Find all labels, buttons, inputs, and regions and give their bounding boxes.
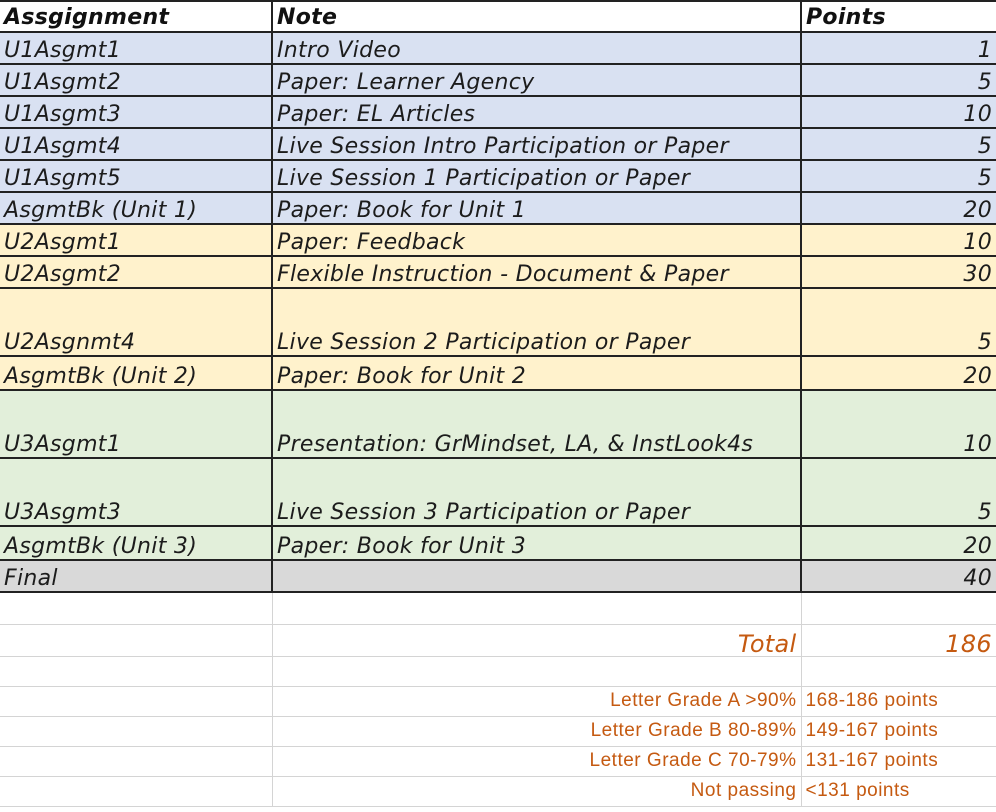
assignment-cell[interactable]: AsgmtBk (Unit 2)	[0, 356, 272, 390]
note-cell[interactable]: Live Session 1 Participation or Paper	[272, 160, 801, 192]
assignment-cell[interactable]: U1Asgmt2	[0, 64, 272, 96]
points-cell[interactable]: 5	[801, 128, 996, 160]
note-cell[interactable]: Flexible Instruction - Document & Paper	[272, 256, 801, 288]
table-row	[0, 96, 996, 128]
points-cell[interactable]: 5	[801, 64, 996, 96]
note-cell[interactable]	[272, 560, 801, 592]
header-row	[0, 1, 996, 32]
points-cell[interactable]: 20	[801, 192, 996, 224]
total-row	[0, 624, 996, 656]
header-assignment[interactable]: Assgignment	[0, 1, 272, 32]
grade-range[interactable]: <131 points	[801, 776, 996, 806]
empty-cell[interactable]	[0, 716, 272, 746]
empty-row	[0, 592, 996, 624]
note-cell[interactable]: Paper: Book for Unit 2	[272, 356, 801, 390]
table-row	[0, 192, 996, 224]
table-row	[0, 256, 996, 288]
note-cell[interactable]: Paper: Learner Agency	[272, 64, 801, 96]
table-row	[0, 224, 996, 256]
points-cell[interactable]: 10	[801, 224, 996, 256]
empty-cell[interactable]	[0, 656, 272, 686]
note-cell[interactable]: Live Session Intro Participation or Paper	[272, 128, 801, 160]
empty-cell[interactable]	[0, 624, 272, 656]
header-points[interactable]: Points	[801, 1, 996, 32]
empty-cell[interactable]	[0, 592, 272, 624]
assignment-cell[interactable]: U1Asgmt3	[0, 96, 272, 128]
points-cell[interactable]: 5	[801, 458, 996, 526]
total-value[interactable]: 186	[801, 624, 996, 656]
assignment-cell[interactable]: U3Asgmt3	[0, 458, 272, 526]
empty-cell[interactable]	[0, 686, 272, 716]
empty-cell[interactable]	[0, 776, 272, 806]
table-row	[0, 32, 996, 64]
note-cell[interactable]: Presentation: GrMindset, LA, & InstLook4s	[272, 390, 801, 458]
grade-range[interactable]: 131-167 points	[801, 746, 996, 776]
table-row	[0, 458, 996, 526]
grade-range[interactable]: 168-186 points	[801, 686, 996, 716]
table-row	[0, 390, 996, 458]
note-cell[interactable]: Live Session 2 Participation or Paper	[272, 288, 801, 356]
table-row	[0, 356, 996, 390]
points-cell[interactable]: 10	[801, 96, 996, 128]
points-cell[interactable]: 20	[801, 356, 996, 390]
table-row	[0, 526, 996, 560]
points-cell[interactable]: 1	[801, 32, 996, 64]
note-cell[interactable]: Paper: Book for Unit 3	[272, 526, 801, 560]
points-cell[interactable]: 5	[801, 288, 996, 356]
total-label[interactable]: Total	[272, 624, 801, 656]
assignment-cell[interactable]: U2Asgmt2	[0, 256, 272, 288]
assignment-cell[interactable]: Final	[0, 560, 272, 592]
assignment-cell[interactable]: U2Asgmt1	[0, 224, 272, 256]
grade-label[interactable]: Letter Grade C 70-79%	[272, 746, 801, 776]
assignment-cell[interactable]: AsgmtBk (Unit 3)	[0, 526, 272, 560]
table-row	[0, 128, 996, 160]
assignment-cell[interactable]: U3Asgmt1	[0, 390, 272, 458]
note-cell[interactable]: Paper: EL Articles	[272, 96, 801, 128]
assignment-cell[interactable]: AsgmtBk (Unit 1)	[0, 192, 272, 224]
empty-cell[interactable]	[0, 746, 272, 776]
grade-label[interactable]: Letter Grade A >90%	[272, 686, 801, 716]
table-row	[0, 160, 996, 192]
assignment-cell[interactable]: U1Asgmt4	[0, 128, 272, 160]
assignment-cell[interactable]: U1Asgmt5	[0, 160, 272, 192]
points-cell[interactable]: 20	[801, 526, 996, 560]
grade-row	[0, 746, 996, 776]
empty-cell[interactable]	[272, 592, 801, 624]
empty-cell[interactable]	[801, 656, 996, 686]
points-cell[interactable]: 5	[801, 160, 996, 192]
grade-row	[0, 686, 996, 716]
header-note[interactable]: Note	[272, 1, 801, 32]
grade-label[interactable]: Not passing	[272, 776, 801, 806]
grade-row	[0, 716, 996, 746]
assignment-cell[interactable]: U1Asgmt1	[0, 32, 272, 64]
empty-row	[0, 656, 996, 686]
note-cell[interactable]: Intro Video	[272, 32, 801, 64]
points-cell[interactable]: 10	[801, 390, 996, 458]
empty-cell[interactable]	[272, 656, 801, 686]
note-cell[interactable]: Paper: Book for Unit 1	[272, 192, 801, 224]
points-cell[interactable]: 40	[801, 560, 996, 592]
table-row	[0, 560, 996, 592]
assignment-cell[interactable]: U2Asgnmt4	[0, 288, 272, 356]
points-cell[interactable]: 30	[801, 256, 996, 288]
empty-cell[interactable]	[801, 592, 996, 624]
grade-row	[0, 776, 996, 806]
grade-range[interactable]: 149-167 points	[801, 716, 996, 746]
table-row	[0, 288, 996, 356]
grade-label[interactable]: Letter Grade B 80-89%	[272, 716, 801, 746]
note-cell[interactable]: Paper: Feedback	[272, 224, 801, 256]
table-row	[0, 64, 996, 96]
note-cell[interactable]: Live Session 3 Participation or Paper	[272, 458, 801, 526]
